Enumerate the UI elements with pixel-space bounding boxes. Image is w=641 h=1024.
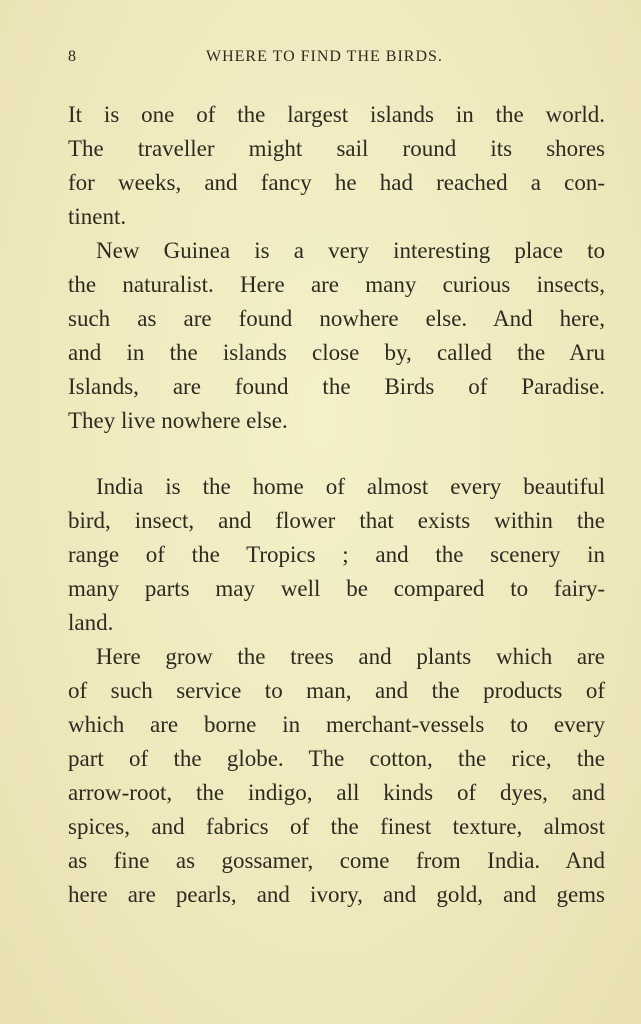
text-line: here are pearls, and ivory, and gold, and gems bbox=[68, 882, 605, 907]
text-line: land. bbox=[68, 610, 114, 635]
text-line: tinent. bbox=[68, 204, 127, 229]
running-head bbox=[68, 48, 605, 70]
text-line: and in the islands close by, called the Aru bbox=[68, 340, 605, 365]
page-number: 8 bbox=[68, 48, 77, 65]
text-line: which are borne in merchant-vessels to every bbox=[68, 712, 605, 737]
text-line: part of the globe. The cotton, the rice, the bbox=[68, 746, 605, 771]
text-line: spices, and fabrics of the finest texture, almost bbox=[68, 814, 605, 839]
paragraph bbox=[68, 234, 605, 438]
body-text bbox=[68, 98, 605, 912]
text-line: Islands, are found the Birds of Paradise. bbox=[68, 374, 605, 399]
text-line: India is the home of almost every beautiful bbox=[96, 474, 605, 499]
paragraph bbox=[68, 470, 605, 640]
text-line: as fine as gossamer, come from India. And bbox=[68, 848, 605, 873]
text-line: range of the Tropics ; and the scenery in bbox=[68, 542, 605, 567]
text-line: arrow-root, the indigo, all kinds of dyes, and bbox=[68, 780, 605, 805]
running-title: WHERE TO FIND THE BIRDS. bbox=[206, 48, 443, 65]
paragraph bbox=[68, 98, 605, 234]
text-line: New Guinea is a very interesting place to bbox=[96, 238, 605, 263]
text-line: such as are found nowhere else. And here, bbox=[68, 306, 605, 331]
text-line: Here grow the trees and plants which are bbox=[96, 644, 605, 669]
text-line: for weeks, and fancy he had reached a con- bbox=[68, 170, 605, 195]
paragraph bbox=[68, 640, 605, 912]
text-line: The traveller might sail round its shores bbox=[68, 136, 605, 161]
section-break bbox=[68, 438, 605, 470]
text-line: the naturalist. Here are many curious insects, bbox=[68, 272, 605, 297]
text-line: They live nowhere else. bbox=[68, 408, 288, 433]
text-line: bird, insect, and flower that exists within the bbox=[68, 508, 605, 533]
text-line: It is one of the largest islands in the world. bbox=[68, 102, 605, 127]
text-line: of such service to man, and the products of bbox=[68, 678, 605, 703]
text-line: many parts may well be compared to fairy- bbox=[68, 576, 605, 601]
